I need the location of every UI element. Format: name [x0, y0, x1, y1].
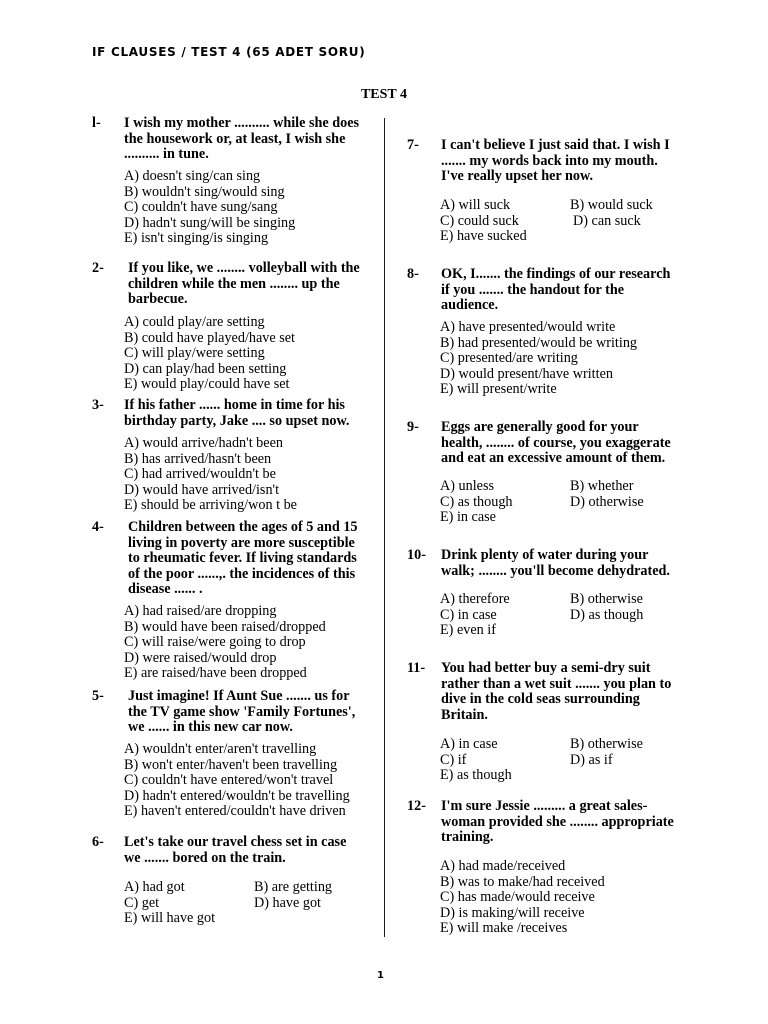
- question-stem: [128, 261, 360, 308]
- option-c: C) has made/would receive: [440, 889, 595, 905]
- option-c: C) could suck: [440, 212, 519, 229]
- option-d: D) as though: [570, 606, 644, 623]
- option-c: C) get: [124, 894, 160, 911]
- stem-line: If his father ...... home in time for his: [124, 397, 345, 413]
- option-d: D) as if: [570, 751, 613, 768]
- stem-line: woman provided she ........ appropriate: [441, 813, 674, 830]
- stem-line: and eat an excessive amount of them.: [441, 450, 666, 466]
- question-2: [92, 261, 360, 393]
- question-number: 2-: [92, 260, 104, 276]
- stem-line: I wish my mother .......... while she does: [124, 115, 360, 131]
- stem-line: Eggs are generally good for your: [441, 419, 639, 435]
- stem-line: living in poverty are more susceptible: [128, 534, 355, 551]
- stem-line: audience.: [441, 297, 499, 313]
- question-number: 12-: [407, 798, 426, 814]
- option-b: B) whether: [570, 478, 634, 494]
- option-e: E) isn't singing/is singing: [124, 230, 269, 246]
- option-e: E) will make /receives: [440, 920, 568, 936]
- question-8: [407, 267, 670, 398]
- option-b: B) are getting: [254, 879, 333, 895]
- option-d: D) is making/will receive: [440, 904, 585, 921]
- answer-options: [124, 604, 358, 682]
- option-a: A) have presented/would write: [440, 319, 616, 335]
- option-d: D) otherwise: [570, 493, 644, 510]
- test-header: IF CLAUSES / TEST 4 (65 ADET SORU): [92, 45, 366, 59]
- option-d: D) hadn't entered/wouldn't be travelling: [124, 787, 350, 804]
- option-b: B) otherwise: [570, 736, 643, 752]
- option-a: A) in case: [440, 736, 498, 752]
- option-c: C) if: [440, 751, 467, 768]
- answer-options: [124, 315, 360, 393]
- stem-line: barbecue.: [128, 291, 188, 307]
- option-b: B) could have played/have set: [124, 329, 295, 346]
- question-number: 11-: [407, 660, 426, 676]
- option-b: B) would suck: [570, 197, 653, 213]
- answer-options: [440, 320, 670, 398]
- stem-line: If you like, we ........ volleyball with the: [128, 260, 360, 276]
- stem-line: Just imagine! If Aunt Sue ....... us for: [128, 688, 350, 704]
- option-a: A) doesn't sing/can sing: [124, 168, 261, 184]
- option-a: A) would arrive/hadn't been: [124, 435, 283, 451]
- stem-line: .......... in tune.: [124, 146, 209, 162]
- answer-options: [124, 742, 355, 820]
- option-e: E) have sucked: [440, 228, 527, 244]
- stem-line: children while the men ........ up the: [128, 275, 340, 292]
- option-c: C) will play/were setting: [124, 345, 265, 361]
- option-c: C) in case: [440, 606, 497, 623]
- option-e: E) as though: [440, 767, 512, 783]
- stem-line: health, ........ of course, you exaggerate: [441, 434, 671, 451]
- option-e: E) haven't entered/couldn't have driven: [124, 803, 346, 819]
- question-number: 4-: [92, 519, 104, 535]
- question-stem: [441, 420, 671, 467]
- option-c: C) will raise/were going to drop: [124, 634, 306, 650]
- question-stem: [124, 835, 346, 866]
- question-stem: [441, 548, 670, 579]
- option-d: D) can suck: [573, 212, 641, 229]
- option-d: D) were raised/would drop: [124, 649, 277, 666]
- question-9: [407, 420, 671, 526]
- question-number: l-: [92, 115, 101, 131]
- stem-line: walk; ........ you'll become dehydrated.: [441, 562, 670, 579]
- option-a: A) had raised/are dropping: [124, 603, 277, 619]
- stem-line: Let's take our travel chess set in case: [124, 834, 347, 850]
- option-c: C) as though: [440, 493, 513, 510]
- option-e: E) in case: [440, 509, 496, 525]
- question-7: [407, 138, 670, 245]
- option-c: C) couldn't have entered/won't travel: [124, 772, 334, 788]
- option-b: B) had presented/would be writing: [440, 334, 638, 351]
- option-e: E) are raised/have been dropped: [124, 665, 307, 681]
- option-b: B) wouldn't sing/would sing: [124, 183, 285, 200]
- stem-line: we ....... bored on the train.: [124, 849, 286, 866]
- stem-line: OK, I....... the findings of our research: [441, 266, 671, 282]
- question-stem: [441, 138, 670, 185]
- stem-line: the housework or, at least, I wish she: [124, 130, 346, 147]
- answer-options: [440, 592, 670, 639]
- stem-line: You had better buy a semi-dry suit: [441, 660, 651, 676]
- stem-line: rather than a wet suit ....... you plan to: [441, 675, 672, 692]
- option-a: A) will suck: [440, 197, 511, 213]
- question-stem: [441, 661, 671, 723]
- answer-options: [440, 737, 671, 784]
- option-a: A) had got: [124, 879, 185, 895]
- stem-line: birthday party, Jake .... so upset now.: [124, 412, 350, 429]
- question-number: 3-: [92, 397, 104, 413]
- stem-line: if you ....... the handout for the: [441, 281, 625, 298]
- option-a: A) had made/received: [440, 858, 566, 874]
- option-c: C) had arrived/wouldn't be: [124, 466, 276, 482]
- option-d: D) would have arrived/isn't: [124, 481, 280, 498]
- answer-options: [124, 436, 349, 514]
- option-e: E) will have got: [124, 910, 216, 926]
- question-number: 6-: [92, 834, 104, 850]
- stem-line: to rheumatic fever. If living standards: [128, 550, 357, 566]
- option-d: D) would present/have written: [440, 365, 613, 382]
- option-b: B) was to make/had received: [440, 873, 605, 890]
- option-a: A) therefore: [440, 591, 510, 607]
- answer-options: [124, 169, 359, 247]
- answer-options: [440, 198, 670, 245]
- question-4: [92, 520, 358, 682]
- option-b: B) otherwise: [570, 591, 643, 607]
- question-stem: [441, 267, 670, 314]
- question-number: 10-: [407, 547, 426, 563]
- option-e: E) even if: [440, 622, 496, 638]
- answer-options: [440, 859, 674, 937]
- answer-options: [124, 880, 346, 927]
- stem-line: of the poor ......,. the incidences of this: [128, 565, 356, 582]
- test-title: TEST 4: [360, 87, 408, 102]
- stem-line: ....... my words back into my mouth.: [441, 152, 658, 169]
- option-a: A) unless: [440, 478, 494, 494]
- question-3: [92, 398, 349, 514]
- option-e: E) will present/write: [440, 381, 557, 397]
- option-b: B) won't enter/haven't been travelling: [124, 756, 338, 773]
- question-stem: [128, 689, 355, 736]
- option-c: C) presented/are writing: [440, 350, 578, 366]
- answer-options: [440, 479, 671, 526]
- question-stem: [441, 799, 674, 846]
- option-d: D) hadn't sung/will be singing: [124, 214, 296, 231]
- stem-line: I can't believe I just said that. I wish I: [441, 137, 670, 153]
- stem-line: Children between the ages of 5 and 15: [128, 519, 358, 535]
- question-10: [407, 548, 670, 639]
- option-b: B) would have been raised/dropped: [124, 618, 326, 635]
- option-e: E) should be arriving/won t be: [124, 497, 297, 513]
- question-number: 8-: [407, 266, 419, 282]
- column-divider: [384, 118, 385, 937]
- question-5: [92, 689, 355, 820]
- question-1: [92, 116, 359, 247]
- stem-line: Britain.: [441, 706, 488, 723]
- question-number: 5-: [92, 688, 104, 704]
- stem-line: I'm sure Jessie ......... a great sales-: [441, 798, 648, 814]
- stem-line: dive in the cold seas surrounding: [441, 691, 640, 707]
- question-number: 9-: [407, 419, 419, 435]
- question-number: 7-: [407, 137, 419, 153]
- question-stem: [128, 520, 358, 598]
- page-number: 1: [377, 970, 384, 981]
- option-a: A) could play/are setting: [124, 314, 265, 330]
- stem-line: the TV game show 'Family Fortunes',: [128, 703, 356, 720]
- stem-line: Drink plenty of water during your: [441, 547, 649, 563]
- question-stem: [124, 398, 349, 429]
- question-12: [407, 799, 674, 937]
- stem-line: I've really upset her now.: [441, 168, 593, 184]
- stem-line: training.: [441, 829, 494, 845]
- option-d: D) can play/had been setting: [124, 360, 287, 377]
- option-b: B) has arrived/hasn't been: [124, 450, 272, 467]
- option-e: E) would play/could have set: [124, 376, 290, 392]
- stem-line: we ...... in this new car now.: [128, 719, 293, 735]
- option-a: A) wouldn't enter/aren't travelling: [124, 741, 317, 757]
- question-11: [407, 661, 671, 784]
- question-6: [92, 835, 346, 927]
- stem-line: disease ...... .: [128, 581, 203, 597]
- option-c: C) couldn't have sung/sang: [124, 199, 278, 215]
- option-d: D) have got: [254, 894, 321, 911]
- question-stem: [124, 116, 359, 163]
